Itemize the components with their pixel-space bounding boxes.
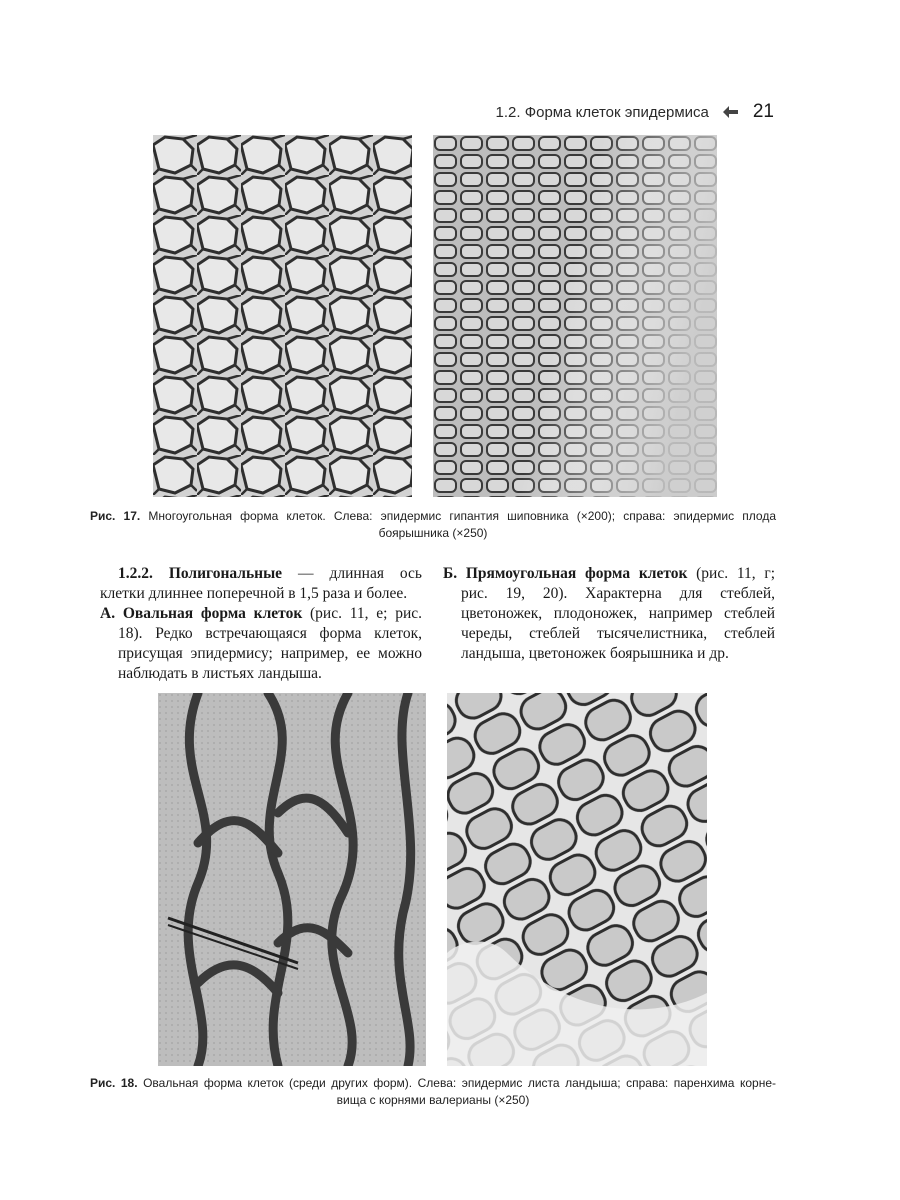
wavy-cells-pattern xyxy=(158,693,426,1066)
figure17-right-micrograph xyxy=(433,135,717,497)
oval-cells-pattern xyxy=(447,693,707,1066)
text-column-left xyxy=(100,564,422,684)
figure18-left-micrograph xyxy=(158,693,426,1066)
section-paragraph xyxy=(100,564,422,604)
figure18-caption xyxy=(90,1075,776,1109)
figure18-caption-line1: Овальная форма клеток (среди других форм). Слева: эпидермис листа ландыша; справа: паренхима корне- xyxy=(143,1076,777,1090)
figure17-caption-line1: Многоугольная форма клеток. Слева: эпидермис гипантия шиповника (×200); справа: эпидермис плода xyxy=(148,509,777,523)
item-a-text: (рис. 11, е; рис. 18). Редко встречающаяся форма клеток, присущая эпидермису; например, ее можно наблюдать в листьях ландыша. xyxy=(118,605,422,682)
figure17-left-micrograph xyxy=(153,135,412,497)
item-b-text: (рис. 11, г; рис. 19, 20). Характерна для стеблей, цветоножек, плодоножек, например стеблей череды, стеблей тысячелистника, стеблей ландыша, цветоножек боярышника и др. xyxy=(461,565,775,662)
figure17-caption xyxy=(90,508,776,542)
figure17-label: Рис. 17. xyxy=(90,509,141,523)
item-b xyxy=(443,564,775,664)
item-a-label: А. Овальная форма клеток xyxy=(100,605,303,622)
section-heading: 1.2.2. Полигональные xyxy=(118,565,283,582)
running-header xyxy=(496,100,774,124)
section-title: 1.2. Форма клеток эпидермиса xyxy=(495,103,709,121)
small-cells-pattern xyxy=(433,135,717,497)
figure17-caption-line2: боярышника (×250) xyxy=(378,526,488,540)
item-a xyxy=(100,604,422,684)
figure18-right-micrograph xyxy=(447,693,707,1066)
page-number: 21 xyxy=(752,101,774,122)
polygonal-cells-pattern xyxy=(153,135,412,497)
section-heading-rest: — длинная ось клетки длиннее поперечной в 1,5 раза и более. xyxy=(100,565,422,602)
item-b-label: Б. Прямоугольная форма клеток xyxy=(443,565,688,582)
figure18-caption-line2: вища с корнями валерианы (×250) xyxy=(336,1093,530,1107)
arrow-left-icon xyxy=(723,105,739,119)
text-column-right xyxy=(443,564,775,664)
figure18-label: Рис. 18. xyxy=(90,1076,138,1090)
